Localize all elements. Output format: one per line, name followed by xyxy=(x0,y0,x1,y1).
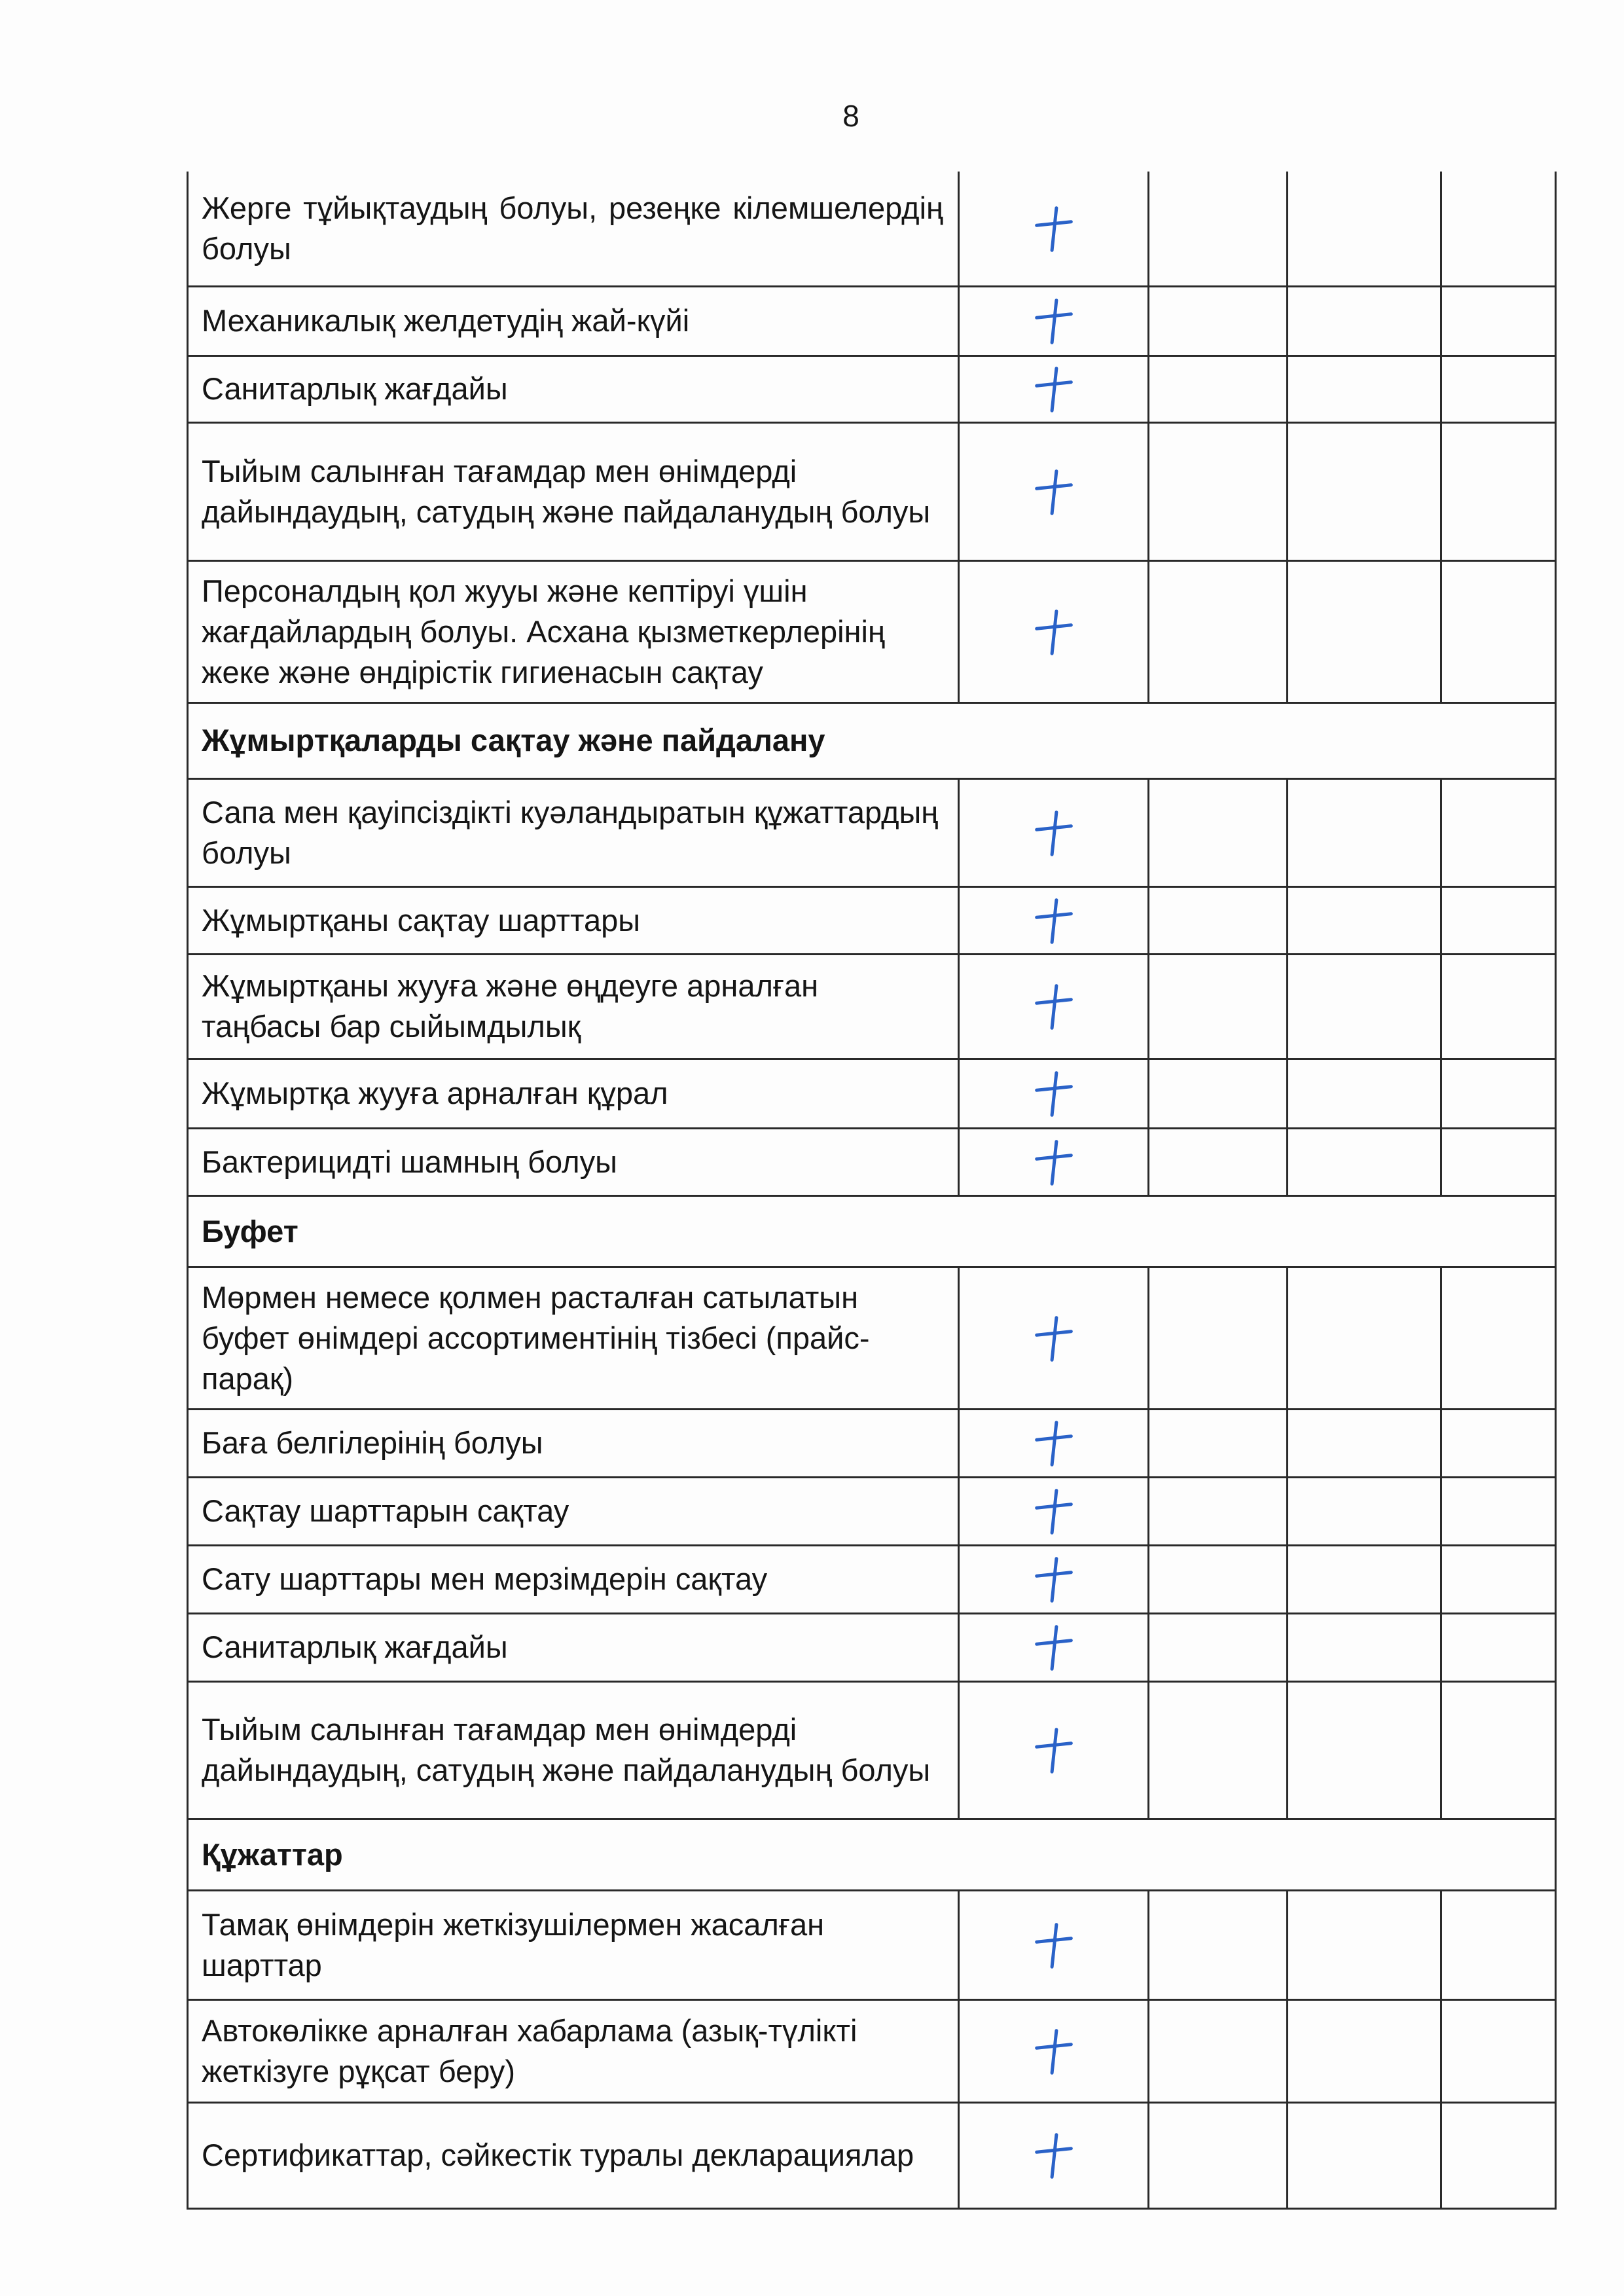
section-row xyxy=(188,1195,1556,1267)
handwritten-plus-mark xyxy=(1031,1417,1077,1469)
section-title: Жұмыртқаларды сақтау және пайдалану xyxy=(202,723,825,757)
criterion-text: Персоналдың қол жууы және кептіруі үшін жағдайлардың болуы. Асхана қызметкерлерінің жеке және өндірістік гигиенасын сақтау xyxy=(202,573,885,689)
empty-cell xyxy=(1288,1999,1441,2102)
empty-cell xyxy=(1288,172,1441,286)
mark-cell xyxy=(959,1477,1149,1545)
handwritten-plus-mark xyxy=(1031,363,1077,415)
criterion-cell xyxy=(188,1128,959,1195)
empty-cell xyxy=(1441,1681,1556,1819)
empty-cell xyxy=(1288,355,1441,422)
empty-cell xyxy=(1288,778,1441,886)
mark-cell xyxy=(959,172,1149,286)
checklist-row xyxy=(188,422,1556,560)
empty-cell xyxy=(1441,886,1556,954)
criterion-cell xyxy=(188,1890,959,1999)
empty-cell xyxy=(1149,172,1288,286)
empty-cell xyxy=(1149,1681,1288,1819)
empty-cell xyxy=(1149,1128,1288,1195)
criterion-cell xyxy=(188,1477,959,1545)
mark-cell xyxy=(959,1059,1149,1128)
empty-cell xyxy=(1441,1477,1556,1545)
mark-cell xyxy=(959,1890,1149,1999)
checklist-row xyxy=(188,1477,1556,1545)
section-header xyxy=(188,702,1556,778)
checklist-row xyxy=(188,1545,1556,1613)
criterion-cell xyxy=(188,1409,959,1477)
checklist-row xyxy=(188,886,1556,954)
empty-cell xyxy=(1441,954,1556,1059)
criterion-cell xyxy=(188,560,959,702)
handwritten-plus-mark xyxy=(1031,465,1077,518)
criterion-text: Механикалық желдетудің жай-күйі xyxy=(202,303,690,338)
criterion-text: Мөрмен немесе қолмен расталған сатылатын буфет өнімдері ассортиментінің тізбесі (прайс-парақ) xyxy=(202,1279,870,1396)
checklist-row xyxy=(188,1681,1556,1819)
checklist-row xyxy=(188,778,1556,886)
handwritten-plus-mark xyxy=(1031,894,1077,947)
criterion-cell xyxy=(188,1267,959,1409)
mark-cell xyxy=(959,1409,1149,1477)
criterion-text: Сату шарттары мен мерзімдерін сақтау xyxy=(202,1561,768,1596)
criterion-text: Сақтау шарттарын сақтау xyxy=(202,1493,569,1528)
empty-cell xyxy=(1441,2102,1556,2208)
criterion-text: Тыйым салынған тағамдар мен өнімдерді дайындаудың, сатудың және пайдаланудың болуы xyxy=(202,1712,931,1787)
criterion-cell xyxy=(188,1059,959,1128)
empty-cell xyxy=(1288,1681,1441,1819)
empty-cell xyxy=(1441,355,1556,422)
empty-cell xyxy=(1288,1409,1441,1477)
criterion-cell xyxy=(188,355,959,422)
checklist-row xyxy=(188,1059,1556,1128)
inspection-checklist-table xyxy=(187,172,1557,2210)
handwritten-plus-mark xyxy=(1031,807,1077,859)
section-header xyxy=(188,1195,1556,1267)
criterion-text: Тамақ өнімдерін жеткізушілермен жасалған шарттар xyxy=(202,1906,825,1982)
empty-cell xyxy=(1288,1613,1441,1681)
empty-cell xyxy=(1149,355,1288,422)
mark-cell xyxy=(959,954,1149,1059)
handwritten-plus-mark xyxy=(1031,1919,1077,1971)
empty-cell xyxy=(1149,286,1288,355)
mark-cell xyxy=(959,1681,1149,1819)
empty-cell xyxy=(1441,1545,1556,1613)
criterion-text: Жерге тұйықтаудың болуы, резеңке кілемшелердің болуы xyxy=(202,190,943,266)
empty-cell xyxy=(1288,1477,1441,1545)
empty-cell xyxy=(1149,422,1288,560)
mark-cell xyxy=(959,886,1149,954)
mark-cell xyxy=(959,355,1149,422)
mark-cell xyxy=(959,422,1149,560)
empty-cell xyxy=(1288,286,1441,355)
empty-cell xyxy=(1441,1999,1556,2102)
handwritten-plus-mark xyxy=(1031,1485,1077,1537)
empty-cell xyxy=(1149,886,1288,954)
checklist-row xyxy=(188,1267,1556,1409)
empty-cell xyxy=(1149,2102,1288,2208)
empty-cell xyxy=(1149,1059,1288,1128)
mark-cell xyxy=(959,560,1149,702)
criterion-cell xyxy=(188,422,959,560)
empty-cell xyxy=(1288,1267,1441,1409)
empty-cell xyxy=(1149,1613,1288,1681)
checklist-row xyxy=(188,1409,1556,1477)
criterion-text: Санитарлық жағдайы xyxy=(202,1630,508,1664)
empty-cell xyxy=(1149,560,1288,702)
handwritten-plus-mark xyxy=(1031,1312,1077,1364)
mark-cell xyxy=(959,1128,1149,1195)
criterion-text: Сертификаттар, сәйкестік туралы декларациялар xyxy=(202,2138,914,2172)
checklist-row xyxy=(188,1128,1556,1195)
checklist-row xyxy=(188,2102,1556,2208)
checklist-row xyxy=(188,355,1556,422)
empty-cell xyxy=(1288,954,1441,1059)
criterion-cell xyxy=(188,286,959,355)
empty-cell xyxy=(1441,560,1556,702)
criterion-text: Автокөлікке арналған хабарлама (азық-түлікті жеткізуге рұқсат беру) xyxy=(202,2013,857,2088)
empty-cell xyxy=(1149,1890,1288,1999)
criterion-text: Жұмыртқаны сақтау шарттары xyxy=(202,902,641,938)
checklist-row xyxy=(188,560,1556,702)
empty-cell xyxy=(1288,1059,1441,1128)
handwritten-plus-mark xyxy=(1031,2129,1077,2181)
section-title: Буфет xyxy=(202,1213,298,1248)
handwritten-plus-mark xyxy=(1031,1724,1077,1776)
empty-cell xyxy=(1441,1890,1556,1999)
empty-cell xyxy=(1288,1545,1441,1613)
empty-cell xyxy=(1288,1890,1441,1999)
handwritten-plus-mark xyxy=(1031,1553,1077,1605)
criterion-text: Жұмыртқа жууға арналған құрал xyxy=(202,1076,668,1110)
empty-cell xyxy=(1441,1613,1556,1681)
mark-cell xyxy=(959,1545,1149,1613)
checklist-row xyxy=(188,172,1556,286)
criterion-cell xyxy=(188,1999,959,2102)
criterion-text: Сапа мен қауіпсіздікті куәландыратын құжаттардың болуы xyxy=(202,794,939,870)
criterion-cell xyxy=(188,1545,959,1613)
criterion-cell xyxy=(188,778,959,886)
criterion-cell xyxy=(188,172,959,286)
criterion-text: Баға белгілерінің болуы xyxy=(202,1425,543,1460)
checklist-row xyxy=(188,1613,1556,1681)
handwritten-plus-mark xyxy=(1031,202,1077,255)
handwritten-plus-mark xyxy=(1031,295,1077,347)
checklist-row xyxy=(188,1890,1556,1999)
empty-cell xyxy=(1288,886,1441,954)
mark-cell xyxy=(959,1999,1149,2102)
empty-cell xyxy=(1288,2102,1441,2208)
empty-cell xyxy=(1441,1059,1556,1128)
mark-cell xyxy=(959,1613,1149,1681)
empty-cell xyxy=(1441,1128,1556,1195)
handwritten-plus-mark xyxy=(1031,606,1077,658)
empty-cell xyxy=(1149,1477,1288,1545)
empty-cell xyxy=(1441,422,1556,560)
page-number: 8 xyxy=(842,99,859,133)
empty-cell xyxy=(1149,1545,1288,1613)
empty-cell xyxy=(1149,1267,1288,1409)
section-title: Құжаттар xyxy=(202,1836,343,1872)
mark-cell xyxy=(959,778,1149,886)
criterion-cell xyxy=(188,1613,959,1681)
criterion-text: Жұмыртқаны жууға және өңдеуге арналған таңбасы бар сыйымдылық xyxy=(202,968,819,1044)
section-header xyxy=(188,1819,1556,1890)
empty-cell xyxy=(1288,560,1441,702)
empty-cell xyxy=(1149,1409,1288,1477)
handwritten-plus-mark xyxy=(1031,2025,1077,2077)
mark-cell xyxy=(959,286,1149,355)
criterion-text: Тыйым салынған тағамдар мен өнімдерді дайындаудың, сатудың және пайдаланудың болуы xyxy=(202,453,931,529)
empty-cell xyxy=(1441,286,1556,355)
handwritten-plus-mark xyxy=(1031,1136,1077,1188)
empty-cell xyxy=(1288,1128,1441,1195)
empty-cell xyxy=(1441,1409,1556,1477)
handwritten-plus-mark xyxy=(1031,1621,1077,1673)
checklist-row xyxy=(188,954,1556,1059)
criterion-cell xyxy=(188,954,959,1059)
handwritten-plus-mark xyxy=(1031,980,1077,1032)
criterion-text: Санитарлық жағдайы xyxy=(202,371,508,406)
criterion-cell xyxy=(188,2102,959,2208)
mark-cell xyxy=(959,2102,1149,2208)
checklist-row xyxy=(188,1999,1556,2102)
criterion-cell xyxy=(188,1681,959,1819)
empty-cell xyxy=(1149,954,1288,1059)
empty-cell xyxy=(1288,422,1441,560)
empty-cell xyxy=(1149,1999,1288,2102)
criterion-cell xyxy=(188,886,959,954)
section-row xyxy=(188,1819,1556,1890)
checklist-row xyxy=(188,286,1556,355)
empty-cell xyxy=(1149,778,1288,886)
mark-cell xyxy=(959,1267,1149,1409)
empty-cell xyxy=(1441,1267,1556,1409)
empty-cell xyxy=(1441,778,1556,886)
section-row xyxy=(188,702,1556,778)
handwritten-plus-mark xyxy=(1031,1067,1077,1120)
empty-cell xyxy=(1441,172,1556,286)
criterion-text: Бактерицидті шамның болуы xyxy=(202,1144,617,1179)
